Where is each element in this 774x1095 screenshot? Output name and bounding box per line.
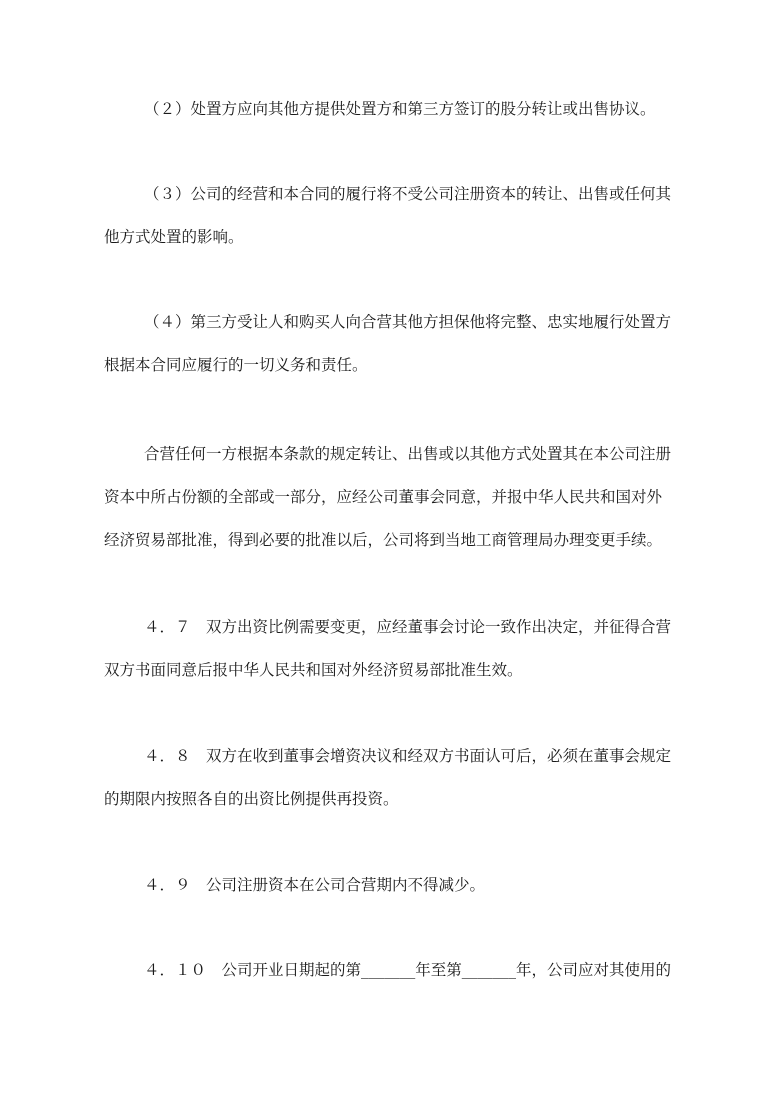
- transfer-rule-paragraph: [104, 433, 674, 562]
- paragraph-line: 他方式处置的影响。: [104, 228, 244, 246]
- paragraph-line: （２）处置方应向其他方提供处置方和第三方签订的股分转让或出售协议。: [144, 100, 656, 118]
- paragraph-line: 双方书面同意后报中华人民共和国对外经济贸易部批准生效。: [104, 661, 523, 679]
- paragraph-line: ４．７ 双方出资比例需要变更，应经董事会讨论一致作出决定，并征得合营: [144, 618, 672, 636]
- paragraph-line: 的期限内按照各自的出资比例提供再投资。: [104, 790, 399, 808]
- article-4-10-paragraph: [104, 949, 674, 992]
- paragraph-line: ４．８ 双方在收到董事会增资决议和经双方书面认可后，必须在董事会规定: [144, 747, 672, 765]
- article-4-9-paragraph: [104, 864, 674, 907]
- paragraph-line: 资本中所占份额的全部或一部分，应经公司董事会同意，并报中华人民共和国对外: [104, 488, 663, 506]
- paragraph-line: （３）公司的经营和本合同的履行将不受公司注册资本的转让、出售或任何其: [144, 185, 672, 203]
- paragraph-line: （４）第三方受让人和购买人向合营其他方担保他将完整、忠实地履行处置方: [144, 313, 672, 331]
- paragraph-line: ４．１０ 公司开业日期起的第_______年至第_______年，公司应对其使用的: [144, 961, 672, 979]
- paragraph-line: 合营任何一方根据本条款的规定转让、出售或以其他方式处置其在本公司注册: [144, 445, 672, 463]
- paragraph-line: 根据本合同应履行的一切义务和责任。: [104, 356, 368, 374]
- paragraph-line: ４．９ 公司注册资本在公司合营期内不得减少。: [144, 876, 486, 894]
- clause-2-paragraph: [104, 88, 674, 131]
- paragraph-line: 经济贸易部批准，得到必要的批准以后，公司将到当地工商管理局办理变更手续。: [104, 531, 663, 549]
- article-4-8-paragraph: [104, 735, 674, 821]
- clause-3-paragraph: [104, 173, 674, 259]
- clause-4-paragraph: [104, 301, 674, 387]
- article-4-7-paragraph: [104, 606, 674, 692]
